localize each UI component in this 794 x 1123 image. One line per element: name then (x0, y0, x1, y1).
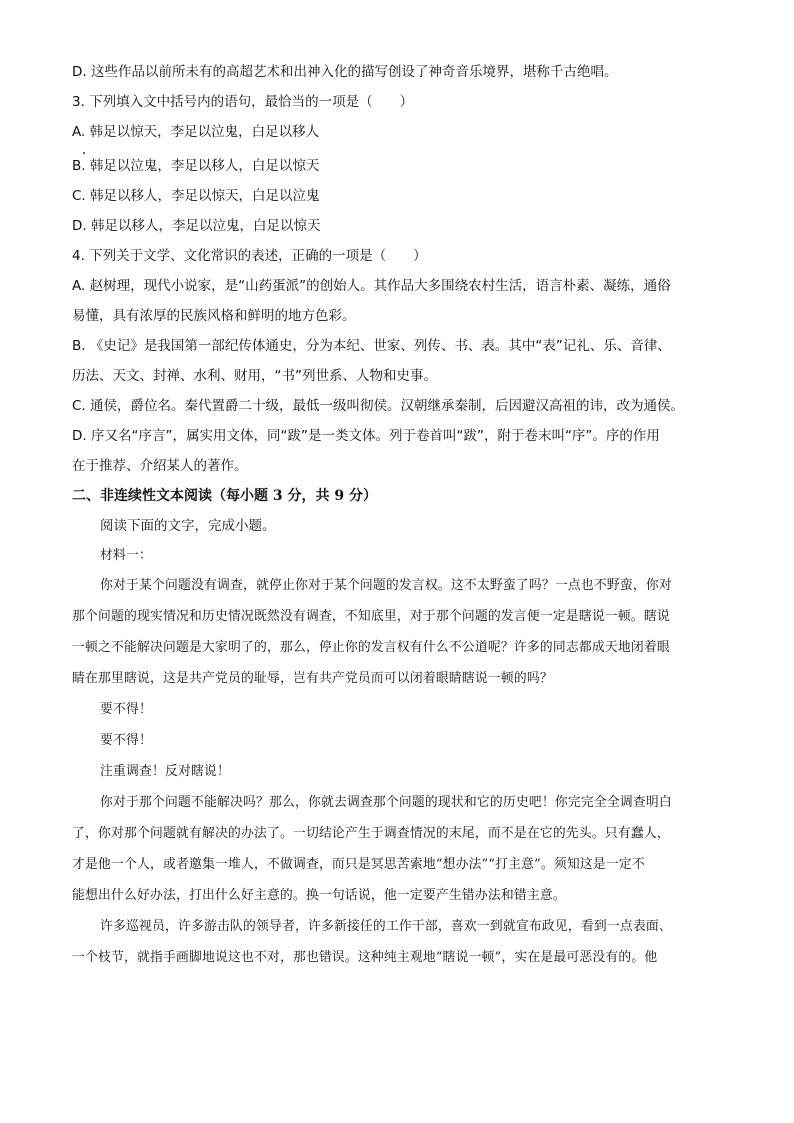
passage-line: 要不得！ (100, 733, 152, 748)
document-page (72, 62, 722, 979)
q3-option-c: C. 韩足以移人，李足以惊天，白足以泣鬼 (72, 188, 320, 204)
passage-paragraph-4 (72, 762, 722, 782)
q4-option-d (72, 426, 722, 476)
q4-option-b-line-2: 历法、天文、封禅、水利、财用，“书”列世系、人物和史事。 (72, 368, 437, 384)
q4-option-a-line-2: 易懂，具有浓厚的民族风格和鲜明的地方色彩。 (72, 308, 356, 324)
q4-option-c: C. 通侯，爵位名。秦代置爵二十级，最低一级叫彻侯。汉朝继承秦制，后因避汉高祖的讳，改为通侯。 (72, 398, 685, 414)
passage-line: 才是他一个人，或者邀集一堆人，不做调查，而只是冥思苦索地“想办法”“打主意”。须知这是一定不 (72, 857, 645, 872)
passage-line: 你对于某个问题没有调查，就停止你对于某个问题的发言权。这不太野蛮了吗？一点也不野蛮，你对 (100, 578, 672, 593)
q3-option-a: A. 韩足以惊天，李足以泣鬼，白足以移人 (72, 124, 320, 140)
q3-option-b: B. 韩足以泣鬼，李足以移人，白足以惊天 (72, 158, 320, 174)
reading-instruction: 阅读下面的文字，完成小题。 (100, 518, 276, 534)
q4-option-d-line-1: D. 序又名“序言”，属实用文体，同“跋”是一类文体。列于卷首叫“跋”，附于卷末叫“序”。序的作用 (72, 428, 660, 444)
passage-paragraph-2 (72, 700, 722, 720)
passage-line: 一顿之不能解决问题是大家明了的，那么，停止你的发言权有什么不公道呢？许多的同志都成天地闭着眼 (72, 640, 670, 655)
passage-line: 要不得！ (100, 702, 152, 717)
passage-paragraph-6 (72, 917, 722, 968)
q4-stem: 4. 下列关于文学、文化常识的表述，正确的一项是（ ） (72, 248, 427, 264)
passage-line: 你对于那个问题不能解决吗？那么，你就去调查那个问题的现状和它的历史吧！你完完全全调查明白 (100, 795, 672, 810)
q4-option-a (72, 276, 722, 326)
passage-line: 一个枝节，就指手画脚地说这也不对，那也错误。这种纯主观地“瞎说一顿”，实在是最可恶没有的。他 (72, 950, 658, 965)
passage-line: 了，你对那个问题就有解决的办法了。一切结论产生于调查情况的末尾，而不是在它的先头。只有蠢人， (72, 826, 670, 841)
passage-line: 许多巡视员，许多游击队的领导者，许多新接任的工作干部，喜欢一到就宣布政见，看到一点表面、 (100, 919, 672, 934)
passage-line: 睛在那里瞎说，这是共产党员的耻辱，岂有共产党员而可以闭着眼睛瞎说一顿的吗？ (72, 671, 553, 686)
passage-line: 注重调查！反对瞎说！ (100, 764, 230, 779)
passage-paragraph-5 (72, 793, 722, 906)
passage-line: 那个问题的现实情况和历史情况既然没有调查，不知底里，对于那个问题的发言便一定是瞎说一顿。瞎说 (72, 609, 670, 624)
section-2-title: 二、非连续性文本阅读（每小题 3 分，共 9 分） (72, 488, 377, 504)
q4-option-b-line-1: B. 《史记》是我国第一部纪传体通史，分为本纪、世家、列传、书、表。其中“表”记礼、乐、音律、 (72, 338, 671, 354)
passage-paragraph-1 (72, 576, 722, 689)
q3-stem: 3. 下列填入文中括号内的语句，最恰当的一项是（ ） (72, 94, 414, 110)
q4-option-b (72, 336, 722, 386)
q2-option-d: D. 这些作品以前所未有的高超艺术和出神入化的描写创设了神奇音乐境界，堪称千古绝唱。 (72, 64, 618, 80)
q3-option-d: D. 韩足以移人，李足以泣鬼，白足以惊天 (72, 218, 321, 234)
passage-paragraph-3 (72, 731, 722, 751)
passage-line: 能想出什么好办法，打出什么好主意的。换一句话说，他一定要产生错办法和错主意。 (72, 888, 566, 903)
scan-dot-mark (83, 152, 85, 154)
q4-option-d-line-2: 在于推荐、介绍某人的著作。 (72, 458, 248, 474)
q4-option-a-line-1: A. 赵树理，现代小说家，是“山药蛋派”的创始人。其作品大多围绕农村生活，语言朴素、凝练，通俗 (72, 278, 671, 294)
material-label: 材料一： (100, 548, 152, 563)
